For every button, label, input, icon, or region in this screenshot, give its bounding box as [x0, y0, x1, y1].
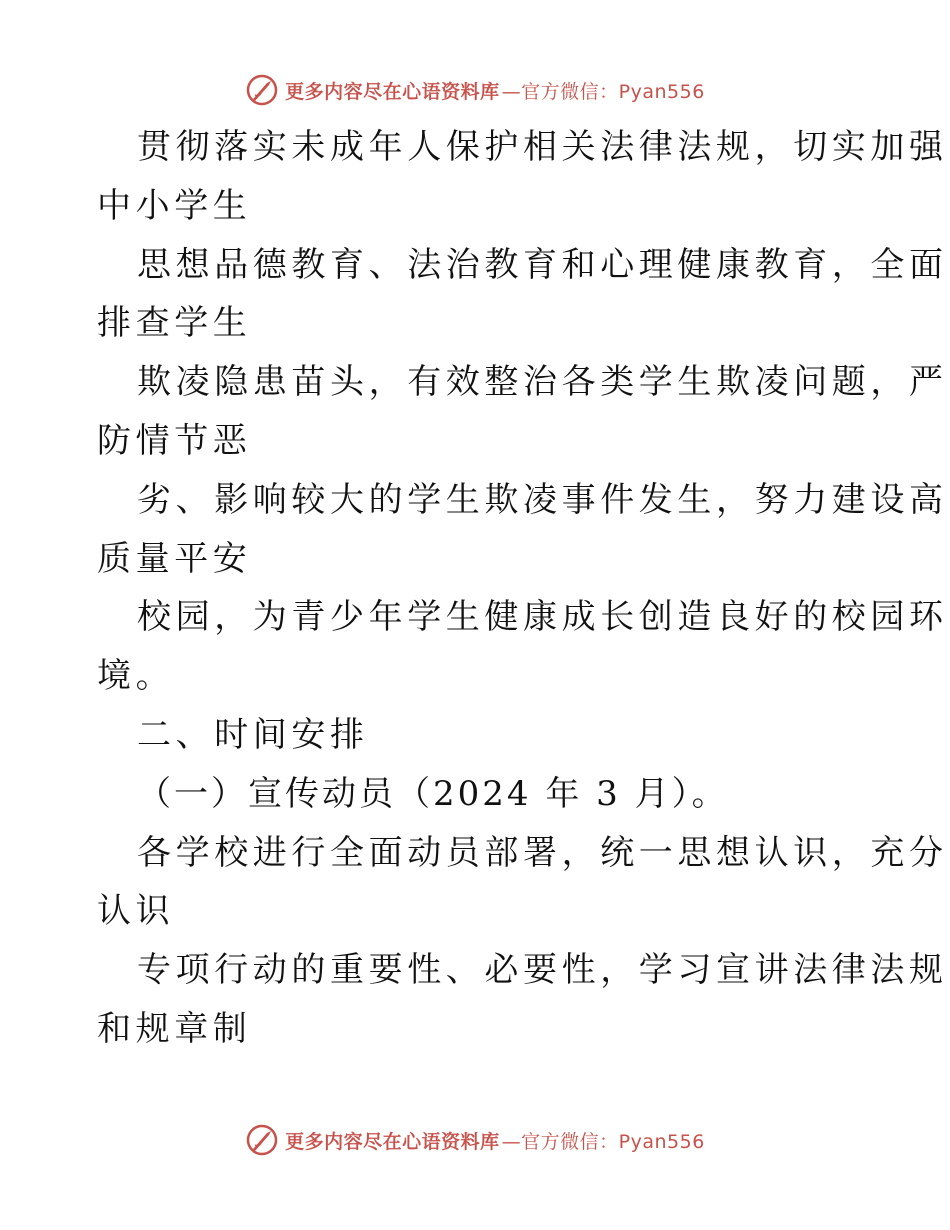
- paragraph-line: 校园，为青少年学生健康成长创造良好的校园环: [137, 597, 948, 638]
- watermark-account: —官方微信：Pyan556: [501, 1130, 705, 1153]
- watermark-text: 更多内容尽在心语资料库: [285, 80, 500, 103]
- quill-pen-logo-icon: [245, 1123, 279, 1157]
- paragraph-line: 境。: [97, 656, 175, 697]
- paragraph-line: 排查学生: [97, 303, 252, 344]
- document-body: [97, 118, 948, 1059]
- footer-watermark: [0, 1120, 950, 1160]
- paragraph-line: 认识: [97, 891, 175, 932]
- watermark-text: 更多内容尽在心语资料库: [285, 1130, 500, 1153]
- paragraph-line: 质量平安: [97, 538, 252, 579]
- quill-pen-logo-icon: [245, 73, 279, 107]
- paragraph-line: 欺凌隐患苗头，有效整治各类学生欺凌问题，严: [137, 362, 948, 403]
- section-heading: 二、时间安排: [137, 714, 369, 755]
- paragraph-line: 专项行动的重要性、必要性，学习宣讲法律法规: [137, 950, 948, 991]
- paragraph-line: 劣、影响较大的学生欺凌事件发生，努力建设高: [137, 479, 948, 520]
- watermark-account: —官方微信：Pyan556: [501, 80, 705, 103]
- subsection-heading: （一）宣传动员（2024 年 3 月）。: [137, 773, 729, 814]
- paragraph-line: 中小学生: [97, 185, 252, 226]
- paragraph-line: 防情节恶: [97, 420, 252, 461]
- paragraph-line: 和规章制: [97, 1008, 252, 1049]
- paragraph-line: 思想品德教育、法治教育和心理健康教育，全面: [137, 244, 948, 285]
- header-watermark: [0, 70, 950, 110]
- paragraph-line: 贯彻落实未成年人保护相关法律法规，切实加强: [137, 127, 948, 167]
- paragraph-line: 各学校进行全面动员部署，统一思想认识，充分: [137, 832, 948, 873]
